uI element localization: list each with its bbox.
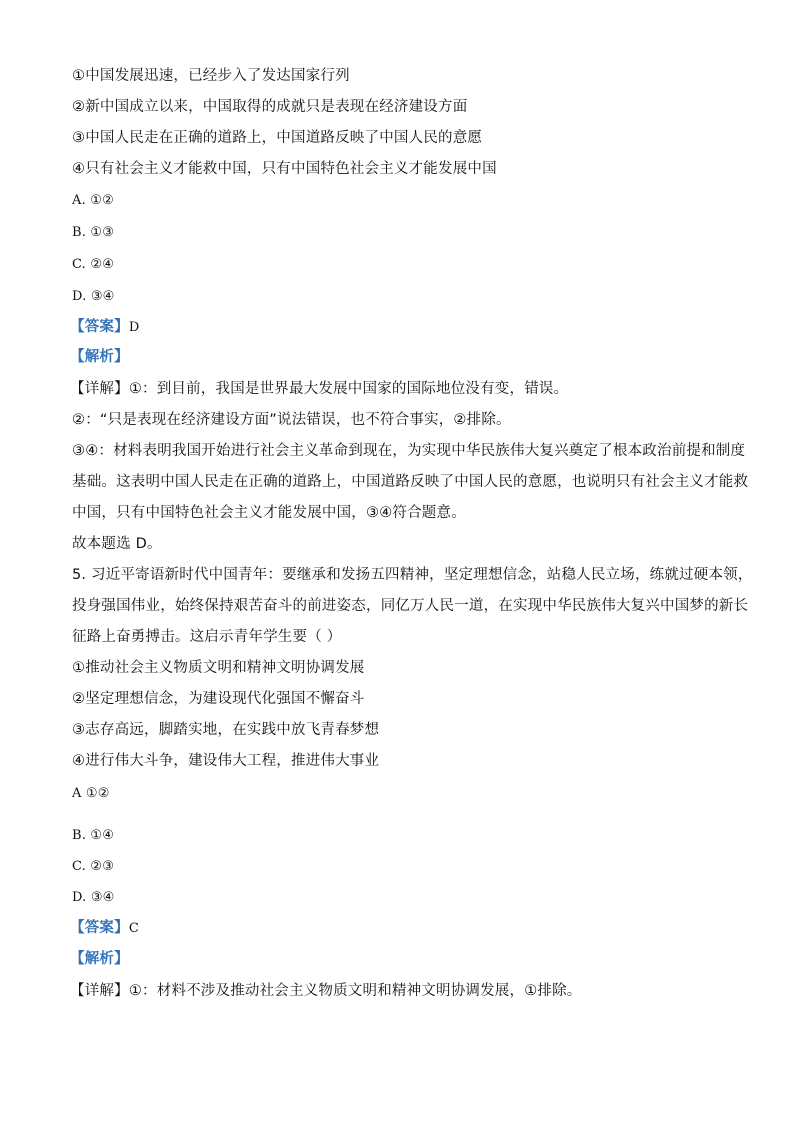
q4-analysis-line — [70, 348, 129, 366]
q5-statement-1: ①推动社会主义物质文明和精神文明协调发展 — [72, 660, 365, 676]
q4-option-c: C. ②④ — [72, 257, 115, 272]
q4-detail-text-1: ①：到目前，我国是世界最大发展中国家的国际地位没有变，错误。 — [128, 381, 569, 397]
q4-analysis-tag: 【解析】 — [70, 349, 129, 365]
q5-stem-line-1: 5. 习近平寄语新时代中国青年：要继承和发扬五四精神，坚定理想信念，站稳人民立场，练就过硬本领， — [72, 567, 753, 583]
q4-detail-text-4: 基础。这表明中国人民走在正确的道路上，中国道路反映了中国人民的意愿，也说明只有社会主义才能救 — [72, 474, 749, 490]
q4-statement-3: ③中国人民走在正确的道路上，中国道路反映了中国人民的意愿 — [72, 130, 483, 146]
q5-option-a: A ①② — [72, 786, 110, 801]
q5-option-b: B. ①④ — [72, 828, 115, 843]
q5-stem-line-2: 投身强国伟业，始终保持艰苦奋斗的前进姿态，同亿万人民一道，在实现中华民族伟大复兴中国梦的新长 — [72, 598, 749, 614]
q5-detail-tag: 【详解】 — [70, 983, 129, 999]
q4-statement-2: ②新中国成立以来，中国取得的成就只是表现在经济建设方面 — [72, 99, 468, 115]
q5-answer-line — [70, 919, 139, 938]
q4-answer-tag: 【答案】 — [70, 319, 129, 335]
q4-option-d: D. ③④ — [72, 289, 115, 304]
q5-option-c: C. ②③ — [72, 859, 115, 874]
q5-answer-value: C — [128, 921, 139, 936]
q5-option-d: D. ③④ — [72, 890, 115, 905]
q5-analysis-tag: 【解析】 — [70, 951, 129, 967]
q4-option-b: B. ①③ — [72, 225, 115, 240]
q4-detail-text-5: 中国，只有中国特色社会主义才能发展中国，③④符合题意。 — [72, 505, 466, 521]
q4-conclusion: 故本题选 D。 — [72, 536, 162, 552]
q4-detail-text-3: ③④：材料表明我国开始进行社会主义革命到现在，为实现中华民族伟大复兴奠定了根本政治前提和制度 — [72, 443, 746, 459]
q4-detail-line-1 — [70, 380, 568, 398]
q4-statement-1: ①中国发展迅速，已经步入了发达国家行列 — [72, 68, 350, 84]
q5-analysis-line — [70, 950, 129, 968]
q4-detail-text-2: ②：“只是表现在经济建设方面”说法错误，也不符合事实，②排除。 — [72, 412, 511, 428]
q5-statement-3: ③志存高远，脚踏实地，在实践中放飞青春梦想 — [72, 722, 380, 738]
q5-detail-line-1 — [70, 982, 582, 1000]
q4-statement-4: ④只有社会主义才能救中国，只有中国特色社会主义才能发展中国 — [72, 161, 497, 177]
q5-answer-tag: 【答案】 — [70, 920, 129, 936]
q5-statement-4: ④进行伟大斗争，建设伟大工程，推进伟大事业 — [72, 753, 380, 769]
q4-option-a: A. ①② — [72, 193, 114, 208]
q5-detail-text-1: ①：材料不涉及推动社会主义物质文明和精神文明协调发展，①排除。 — [128, 983, 582, 999]
q4-detail-tag: 【详解】 — [70, 381, 129, 397]
q4-answer-value: D — [128, 320, 140, 335]
q5-stem-line-3: 征路上奋勇搏击。这启示青年学生要（ ） — [72, 629, 342, 645]
q4-answer-line — [70, 318, 139, 337]
q5-statement-2: ②坚定理想信念，为建设现代化强国不懈奋斗 — [72, 691, 365, 707]
